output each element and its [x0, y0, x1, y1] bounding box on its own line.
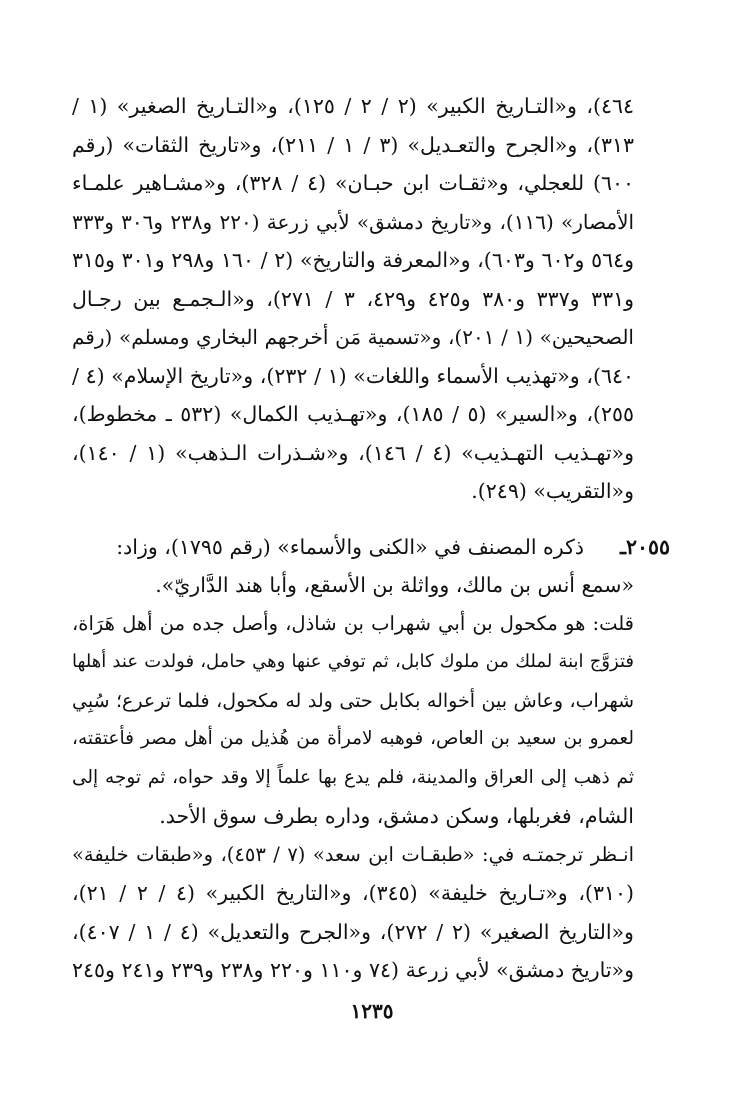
- text-line: و«تاريخ دمشق» لأبي زرعة (٧٤ و١١٠ و٢٢٠ و٢٣٨ و٢٣٩ و٢٤١ و٢٤٥: [72, 958, 634, 982]
- text-line: ٢٥٥)، و«السير» (٥ / ١٨٥)، و«تهـذيب الكمال» (٥٣٢ ـ مخطوط)،: [72, 402, 634, 426]
- text-line: قلت: هو مكحول بن أبي شهراب بن شاذل، وأصل جده من أهل هَرَاة،: [72, 611, 634, 635]
- page-number: ١٢٣٥: [350, 999, 394, 1023]
- text-line: لعمرو بن سعيد بن العاص، فوهبه لامرأة من هُذيل من أهل مصر فأعتقته،: [72, 728, 634, 749]
- text-line: ٤٦٤)، و«التـاريخ الكبير» (٢ / ٢ / ١٢٥)، و«التـاريخ الصغير» (١ /: [72, 94, 635, 118]
- entry-first-line-block: [72, 528, 584, 567]
- entry-body: [72, 566, 634, 990]
- text-line: ٦٤٠)، و«تهذيب الأسماء واللغات» (١ / ٢٣٢)، و«تاريخ الإسلام» (٤ /: [72, 363, 634, 388]
- text-line: و«التقريب» (٢٤٩).: [471, 479, 634, 503]
- text-line: و«التاريخ الصغير» (٢ / ٢٧٢)، و«الجرح والتعديل» (٤ / ١ / ٤٠٧)،: [72, 919, 634, 944]
- entry-first-line: ذكره المصنف في «الكنى والأسماء» (رقم ١٧٩٥)، وزاد:: [116, 535, 584, 559]
- text-line: ٦٠٠) للعجلي، و«ثقـات ابن حبـان» (٤ / ٣٢٨)، و«مشـاهير علمـاء: [72, 171, 634, 195]
- text-line: الصحيحين» (١ / ٢٠١)، و«تسمية مَن أخرجهم البخاري ومسلم» (رقم: [72, 325, 634, 349]
- text-line: ٣١٣)، و«الجرح والتعـديل» (٣ / ١ / ٢١١)، و«تاريخ الثقات» (رقم: [72, 132, 634, 157]
- text-line: و٥٦٤ و٦٠٢ و٦٠٣)، و«المعرفة والتاريخ» (٢ / ١٦٠ و٢٩٨ و٣٠١ و٣١٥: [72, 248, 635, 272]
- text-line: انـظر ترجمتـه في: «طبقـات ابن سعد» (٧ / ٤٥٣)، و«طبقات خليفة»: [72, 842, 635, 866]
- text-line: ثم ذهب إلى العراق والمدينة، فلم يدع بها علماً إلا وقد حواه، ثم توجه إلى: [72, 766, 634, 788]
- text-line: شهراب، وعاش بين أخواله بكابل حتى ولد له مكحول، فلما ترعرع؛ سُبِي: [72, 689, 634, 712]
- text-line: «سمع أنس بن مالك، وواثلة بن الأسقع، وأبا هند الدَّاريّ».: [155, 573, 634, 597]
- bibliography-paragraph: [72, 87, 634, 511]
- entry-number: ٢٠٥٥ـ: [619, 535, 670, 559]
- text-line: الشام، فغربلها، وسكن دمشق، وداره بطرف سوق الأحد.: [159, 804, 634, 828]
- text-line: الأمصار» (١١٦)، و«تاريخ دمشق» لأبي زرعة (٢٢٠ و٢٣٨ و٣٠٦ و٣٣٣: [72, 209, 635, 234]
- text-line: و٣٣١ و٣٣٧ و٣٨٠ و٤٢٥ و٤٢٩، ٣ / ٢٧١)، و«الـجمـع بين رجـال: [72, 286, 635, 311]
- text-line: (٣١٠)، و«تـاريخ خليفة» (٣٤٥)، و«التاريخ الكبير» (٤ / ٢ / ٢١)،: [72, 881, 634, 905]
- text-line: و«تهـذيب التهـذيب» (٤ / ١٤٦)، و«شـذرات الـذهب» (١ / ١٤٠)،: [72, 440, 634, 465]
- text-line: فتزوَّج ابنة لملك من ملوك كابل، ثم توفي عنها وهي حامل، فولدت عند أهلها: [72, 651, 634, 672]
